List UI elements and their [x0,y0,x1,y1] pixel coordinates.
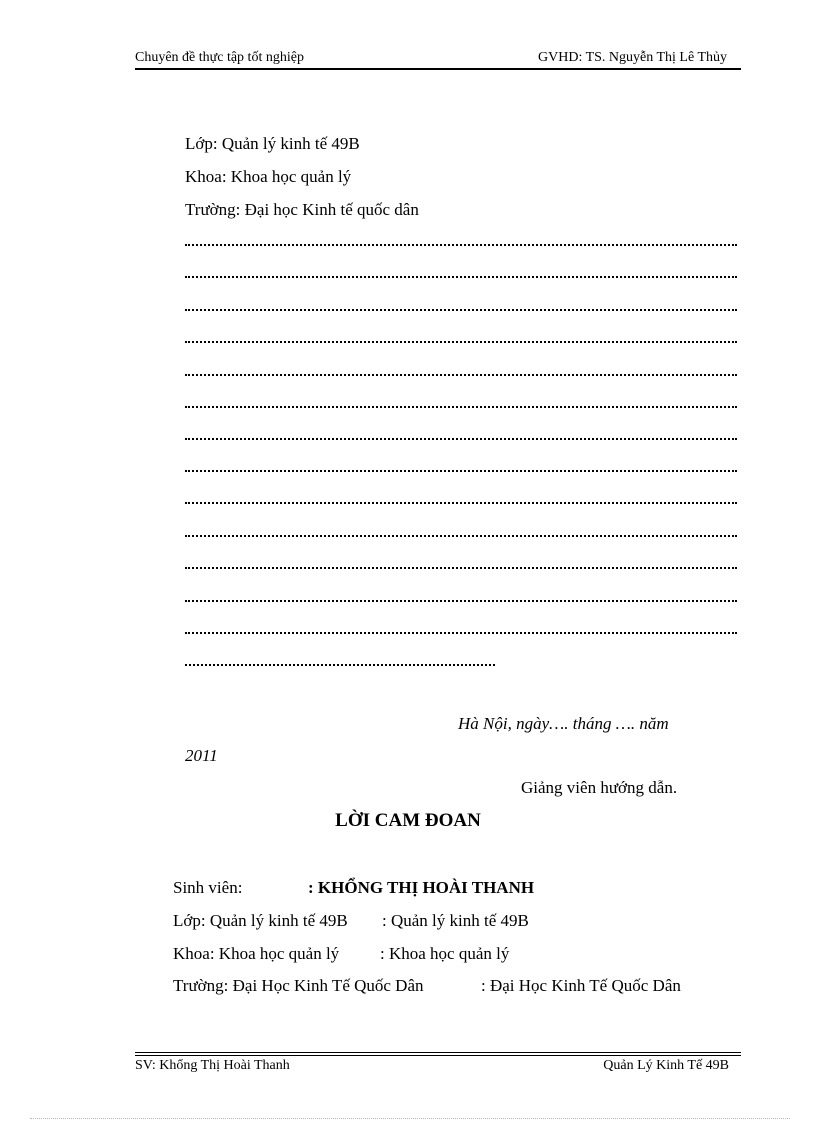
decl-university-value: : Đại Học Kinh Tế Quốc Dân [481,976,681,995]
dotted-line [185,374,737,376]
dotted-line [185,309,737,311]
footer-right-text: Quản Lý Kinh Tế 49B [603,1058,729,1073]
footer-left-text: SV: Khổng Thị Hoài Thanh [135,1058,290,1073]
decl-class-label: Lớp: Quản lý kinh tế 49B [173,911,348,930]
dotted-line [185,244,737,246]
dotted-line [185,438,737,440]
decl-faculty-value: : Khoa học quản lý [380,944,510,963]
decl-faculty-label: Khoa: Khoa học quản lý [173,944,340,963]
student-name: : KHỔNG THỊ HOÀI THANH [308,878,535,897]
dotted-line [185,470,737,472]
decl-university-label: Trường: Đại Học Kinh Tế Quốc Dân [173,976,424,995]
dotted-line [185,406,737,408]
dotted-line [185,664,495,666]
dotted-line [185,567,737,569]
student-label: Sinh viên: [173,878,243,897]
footer-rule [135,1052,741,1053]
header-right-text: GVHD: TS. Nguyễn Thị Lê Thủy [538,50,727,65]
dotted-line [185,535,737,537]
page-footer [135,1058,741,1078]
decl-class-value: : Quản lý kinh tế 49B [382,911,529,930]
class-line: Lớp: Quản lý kinh tế 49B [185,134,360,153]
faculty-line: Khoa: Khoa học quản lý [185,167,352,186]
declaration-title: LỜI CAM ĐOAN [335,810,481,831]
dotted-line [185,341,737,343]
header-rule [135,68,741,70]
footer-rule [135,1055,741,1056]
advisor-label: Giảng viên hướng dẫn. [521,778,678,797]
year-line: 2011 [185,746,218,765]
dotted-line [185,502,737,504]
dotted-line [185,632,737,634]
page-edge [30,1118,790,1119]
dotted-line [185,600,737,602]
dotted-line [185,276,737,278]
header-left-text: Chuyên đề thực tập tốt nghiệp [135,50,304,65]
page-header [135,48,741,70]
university-line: Trường: Đại học Kinh tế quốc dân [185,200,419,219]
date-line: Hà Nội, ngày…. tháng …. năm [458,714,669,733]
